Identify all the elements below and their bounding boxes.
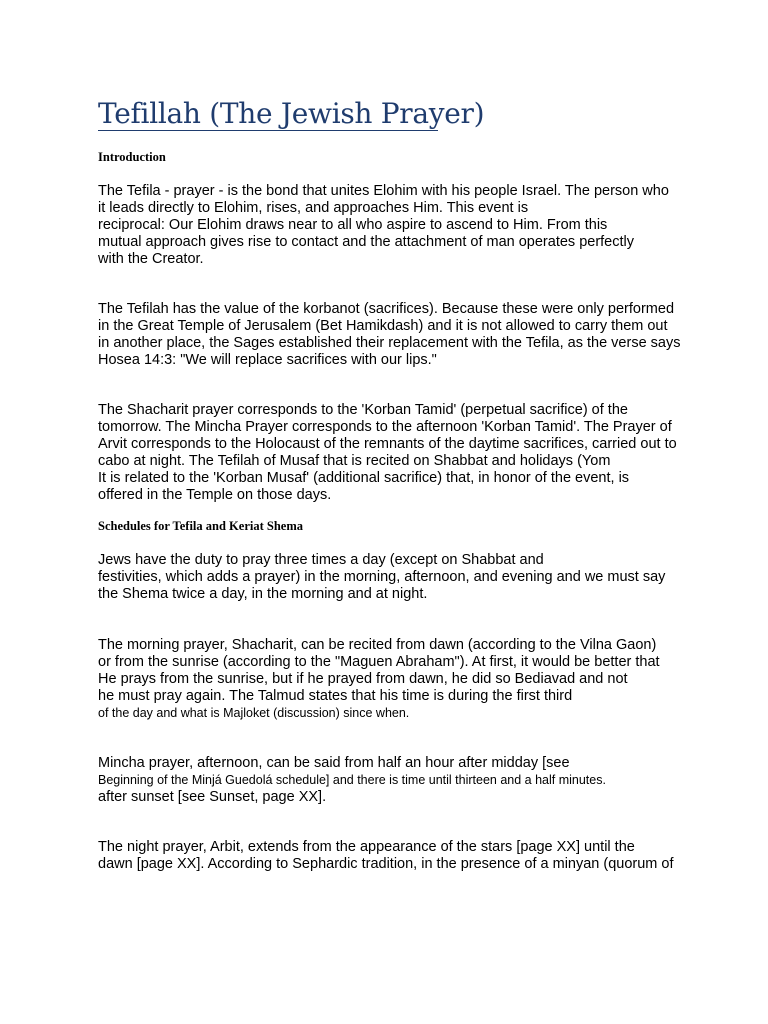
paragraph-6 [98, 755, 606, 806]
paragraph-line: Jews have the duty to pray three times a day (except on Shabbat and [98, 552, 544, 568]
paragraph-5 [98, 637, 660, 722]
paragraph-line: it leads directly to Elohim, rises, and approaches Him. This event is [98, 200, 529, 216]
paragraph-line: The Tefilah has the value of the korbanot (sacrifices). Because these were only performed [98, 301, 675, 317]
paragraph-line: The Shacharit prayer corresponds to the 'Korban Tamid' (perpetual sacrifice) of the [98, 402, 628, 418]
paragraph-line: or from the sunrise (according to the "Maguen Abraham"). At first, it would be better that [98, 654, 660, 670]
paragraph-line: reciprocal: Our Elohim draws near to all who aspire to ascend to Him. From this [98, 217, 608, 233]
paragraph-2 [98, 301, 681, 369]
paragraph-line: mutual approach gives rise to contact and the attachment of man operates perfectly [98, 234, 634, 250]
paragraph-line: The night prayer, Arbit, extends from the appearance of the stars [page XX] until the [98, 839, 635, 855]
section-heading-schedules: Schedules for Tefila and Keriat Shema [98, 519, 303, 533]
paragraph-line: he must pray again. The Talmud states that his time is during the first third [98, 688, 573, 704]
paragraph-3 [98, 402, 677, 504]
paragraph-line: dawn [page XX]. According to Sephardic tradition, in the presence of a minyan (quorum of [98, 856, 674, 872]
paragraph-line: festivities, which adds a prayer) in the morning, afternoon, and evening and we must say [98, 569, 666, 585]
document-title: Tefillah (The Jewish Prayer) [98, 97, 485, 130]
paragraph-line: the Shema twice a day, in the morning and at night. [98, 586, 428, 602]
paragraph-1 [98, 183, 669, 268]
paragraph-line: of the day and what is Majloket (discussion) since when. [98, 706, 410, 720]
paragraph-line: He prays from the sunrise, but if he prayed from dawn, he did so Bediavad and not [98, 671, 628, 687]
paragraph-line: in the Great Temple of Jerusalem (Bet Hamikdash) and it is not allowed to carry them out [98, 318, 668, 334]
paragraph-line: Hosea 14:3: "We will replace sacrifices with our lips." [98, 352, 437, 368]
paragraph-line: Mincha prayer, afternoon, can be said from half an hour after midday [see [98, 755, 570, 771]
paragraph-line: Beginning of the Minjá Guedolá schedule] and there is time until thirteen and a half minutes. [98, 773, 606, 787]
paragraph-line: Arvit corresponds to the Holocaust of the remnants of the daytime sacrifices, carried out to [98, 436, 677, 452]
paragraph-line: in another place, the Sages established their replacement with the Tefila, as the verse says [98, 335, 681, 351]
paragraph-line: cabo at night. The Tefilah of Musaf that is recited on Shabbat and holidays (Yom [98, 453, 611, 469]
paragraph-7 [98, 839, 674, 873]
paragraph-4 [98, 552, 665, 603]
paragraph-line: tomorrow. The Mincha Prayer corresponds to the afternoon 'Korban Tamid'. The Prayer of [98, 419, 672, 435]
paragraph-line: It is related to the 'Korban Musaf' (additional sacrifice) that, in honor of the event, is [98, 470, 630, 486]
paragraph-line: after sunset [see Sunset, page XX]. [98, 789, 327, 805]
paragraph-line: The morning prayer, Shacharit, can be recited from dawn (according to the Vilna Gaon) [98, 637, 657, 653]
section-heading-introduction: Introduction [98, 150, 166, 164]
title-underline [98, 130, 438, 131]
paragraph-line: with the Creator. [98, 251, 204, 267]
paragraph-line: The Tefila - prayer - is the bond that unites Elohim with his people Israel. The person who [98, 183, 669, 199]
paragraph-line: offered in the Temple on those days. [98, 487, 332, 503]
